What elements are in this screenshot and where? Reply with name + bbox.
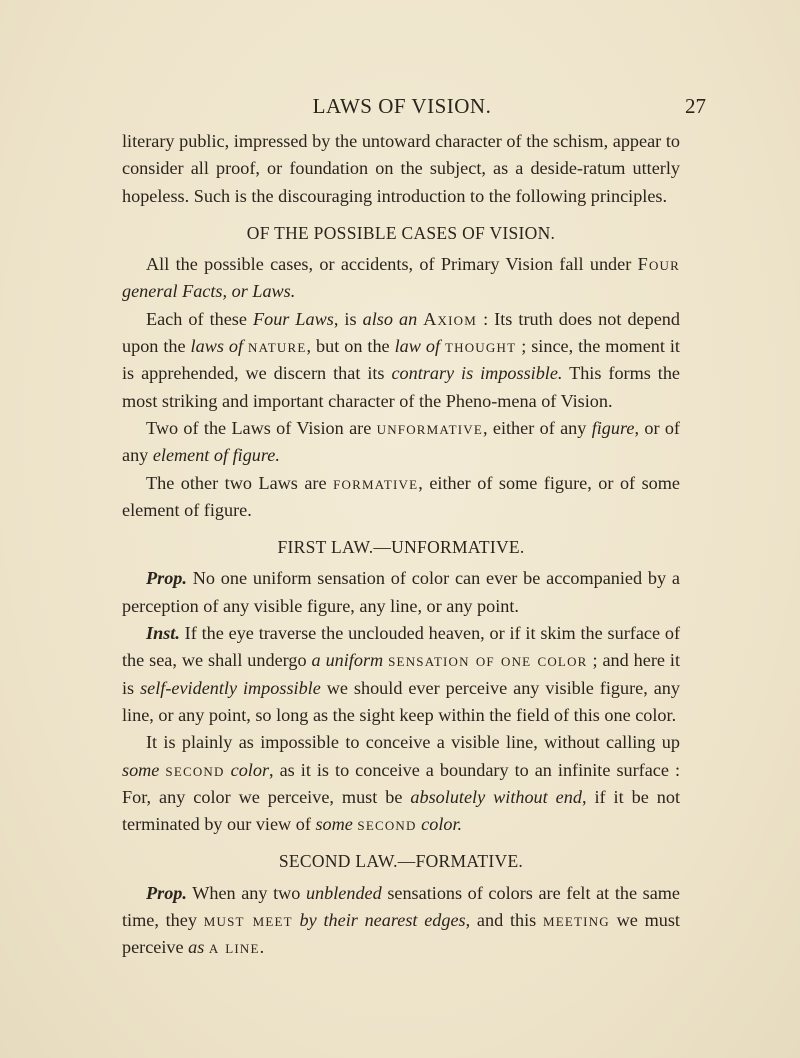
paragraph-visible-line: It is plainly as impossible to conceive a visible line, without calling up some second color, as it is to conceive a boundary to an infinite surface : For, any color we perceive, must be absolutely without end, if it be not terminated by our view of some second color. <box>122 732 681 835</box>
page-header <box>112 94 706 124</box>
heading-second-law: SECOND LAW.—FORMATIVE. <box>278 851 524 872</box>
paragraph-first-law-prop: Prop. No one uniform sensation of color can ever be accompanied by a perception of any visible figure, any line, or any point. <box>122 568 680 616</box>
paragraph-formative: The other two Laws are formative, either of some figure, or of some element of figure. <box>122 472 680 520</box>
page-body <box>122 128 680 962</box>
running-head: LAWS OF VISION. <box>312 94 492 118</box>
paragraph-axiom: Each of these Four Laws, is also an Axiom : Its truth does not depend upon the laws of nature, but on the law of thought ; since, the moment it is apprehended, we discern that its contrary is impossible. This forms the most striking and important character of the Pheno-mena of Vision. <box>122 308 680 411</box>
paragraph-first-law-inst: Inst. If the eye traverse the unclouded heaven, or if it skim the surface of the sea, we shall undergo a uniform sensation of one color ; and here it is self-evidently impossible we should ever perceive any visible figure, any line, or any point, so long as the sight keep within the field of this one color. <box>122 623 681 725</box>
page-number: 27 <box>685 94 706 118</box>
heading-possible-cases: OF THE POSSIBLE CASES OF VISION. <box>246 222 556 243</box>
paragraph-intro: literary public, impressed by the untoward character of the schism, appear to consider all proof, or foundation on the subject, as a deside-ratum utterly hopeless. Such is the discouraging introduction to the following principles. <box>122 131 680 206</box>
paragraph-four-laws: All the possible cases, or accidents, of Primary Vision fall under Four general Facts, or Laws. <box>122 254 680 302</box>
paragraph-second-law-prop: Prop. When any two unblended sensations of colors are felt at the same time, they must meet by their nearest edges, and this meeting we must perceive as a line. <box>122 882 681 958</box>
heading-first-law: FIRST LAW.—UNFORMATIVE. <box>277 537 525 558</box>
paragraph-unformative: Two of the Laws of Vision are unformative, either of any figure, or of any element of figure. <box>122 417 680 466</box>
